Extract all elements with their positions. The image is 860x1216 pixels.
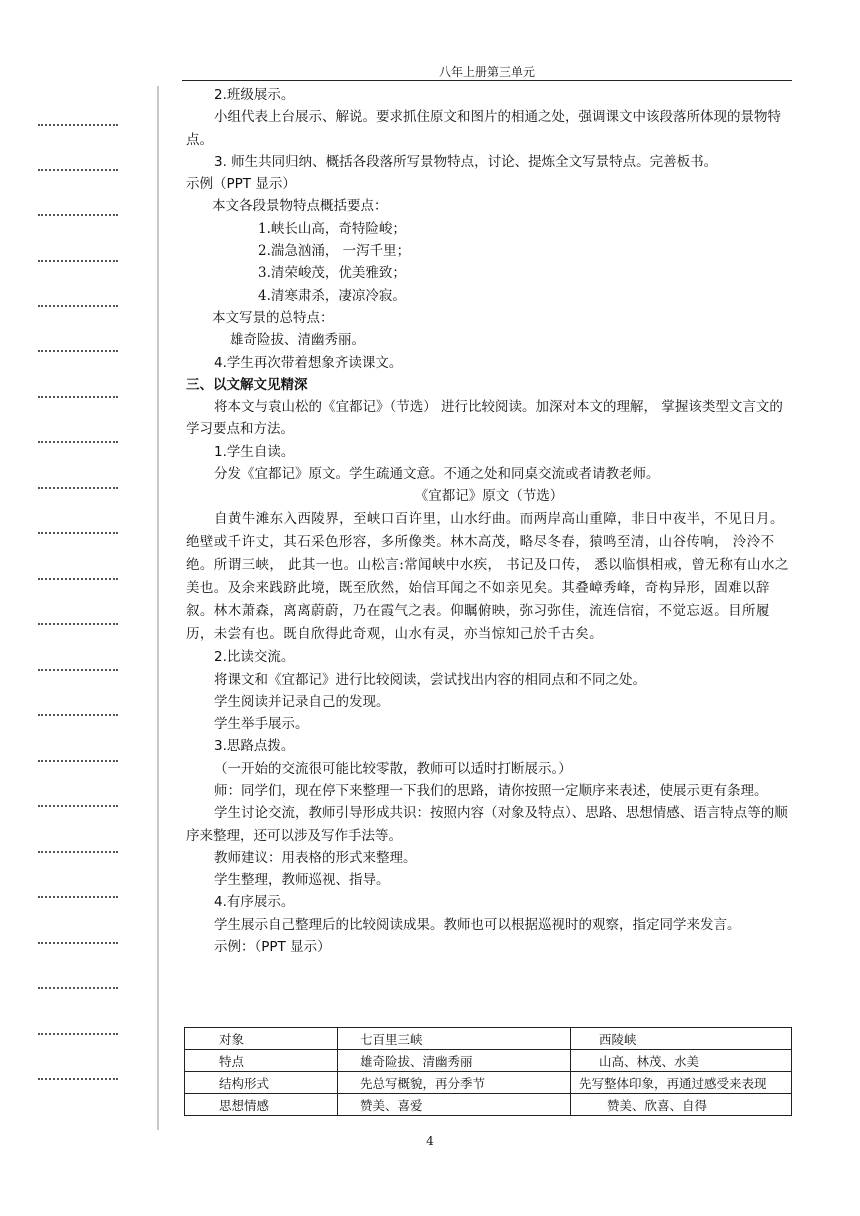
paragraph: 将课文和《宜都记》进行比较阅读，尝试找出内容的相同点和不同之处。: [214, 671, 646, 688]
table-row: [185, 1050, 792, 1072]
table-cell: 结构形式: [185, 1072, 338, 1094]
left-margin-bar: [157, 86, 159, 1130]
table-cell: 七百里三峡: [338, 1028, 571, 1050]
feature-point: 2.湍急汹涌， 一泻千里；: [258, 243, 411, 260]
table-cell: 赞美、喜爱: [338, 1094, 571, 1116]
comparison-table: [184, 1027, 792, 1116]
paragraph: 3.思路点拨。: [214, 738, 295, 755]
summary-text: 雄奇险拔、清幽秀丽。: [230, 332, 365, 349]
note-line: [38, 214, 118, 216]
feature-point: 3.清荣峻茂，优美雅致；: [258, 265, 406, 282]
note-line: [38, 532, 118, 534]
note-line: [38, 896, 118, 898]
feature-point: 4.清寒肃杀，凄凉冷寂。: [258, 287, 406, 304]
paragraph: 4.有序展示。: [214, 894, 295, 911]
table-row: [185, 1094, 792, 1116]
note-line: [38, 760, 118, 762]
table-cell: 特点: [185, 1050, 338, 1072]
paragraph: 学生整理，教师巡视、指导。: [214, 872, 390, 889]
table-cell: 思想情感: [185, 1094, 338, 1116]
table-cell: 西陵峡: [571, 1028, 792, 1050]
header-title: 八年上册第三单元: [438, 65, 535, 79]
note-line: [38, 1033, 118, 1035]
note-line: [38, 805, 118, 807]
table-cell: 雄奇险拔、清幽秀丽: [338, 1050, 571, 1072]
table-row: [185, 1072, 792, 1094]
paragraph: 4.学生再次带着想象齐读课文。: [214, 354, 403, 371]
note-line: [38, 487, 118, 489]
paragraph: （一开始的交流很可能比较零散，教师可以适时打断展示。）: [214, 760, 572, 777]
header-rule: [182, 80, 792, 81]
paragraph: 教师建议：用表格的形式来整理。: [214, 849, 417, 866]
paragraph: 小组代表上台展示、解说。要求抓住原文和图片的相通之处，强调课文中该段落所体现的景物特点。: [186, 109, 781, 148]
summary-heading: 本文写景的总特点：: [212, 309, 334, 326]
note-line: [38, 669, 118, 671]
paragraph: 学生讨论交流，教师引导形成共识：按照内容（对象及特点）、思路、思想情感、语言特点等的顺序来整理，还可以涉及写作手法等。: [186, 805, 788, 844]
original-text-title: 《宜都记》原文（节选）: [414, 488, 564, 505]
note-line: [38, 578, 118, 580]
note-line: [38, 260, 118, 262]
note-line: [38, 942, 118, 944]
note-line: [38, 124, 118, 126]
table-cell: 对象: [185, 1028, 338, 1050]
note-line: [38, 1078, 118, 1080]
table-cell: 赞美、欣喜、自得: [571, 1094, 792, 1116]
paragraph: 师：同学们，现在停下来整理一下我们的思路，请你按照一定顺序来表述，使展示更有条理。: [214, 782, 768, 799]
note-line: [38, 623, 118, 625]
note-line: [38, 714, 118, 716]
paragraph: 学生阅读并记录自己的发现。: [214, 693, 390, 710]
table-cell: 先总写概貌，再分季节: [338, 1072, 571, 1094]
paragraph: 示例：（PPT 显示）: [214, 939, 331, 956]
summary-heading: 本文各段景物特点概括要点：: [212, 198, 388, 215]
note-line: [38, 396, 118, 398]
feature-point: 1.峡长山高，奇特险峻；: [258, 220, 406, 237]
paragraph: 3. 师生共同归纳、概括各段落所写景物特点，讨论、提炼全文写景特点。完善板书。: [214, 153, 718, 170]
section-heading: 三、以文解文见精深: [186, 376, 308, 393]
note-line: [38, 350, 118, 352]
note-line: [38, 305, 118, 307]
paragraph: 分发《宜都记》原文。学生疏通文意。不通之处和同桌交流或者请教老师。: [214, 466, 660, 483]
paragraph: 学生举手展示。: [214, 716, 309, 733]
paragraph: 将本文与袁山松的《宜都记》（节选） 进行比较阅读。加深对本文的理解， 掌握该类型文言文的学习要点和方法。: [186, 399, 783, 438]
table-row: [185, 1028, 792, 1050]
paragraph: 示例（PPT 显示）: [186, 176, 296, 193]
paragraph: 2.班级展示。: [214, 87, 295, 103]
lesson-body: [186, 84, 792, 958]
note-line: [38, 169, 118, 171]
note-line: [38, 987, 118, 989]
paragraph: 学生展示自己整理后的比较阅读成果。教师也可以根据巡视时的观察，指定同学来发言。: [214, 916, 741, 933]
original-text: 自黄牛滩东入西陵界，至峡口百许里，山水纡曲。而两岸高山重障，非日中夜半，不见日月。绝壁或千许丈，其石采色形容，多所像类。林木高茂，略尽冬春，猿鸣至清，山谷传响， 泠泠不绝。所谓三峡， 此其一也。山松言:常闻峡中水疾， 书记及口传， 悉以临惧相戒，曾无称有山水之美也。及余来践跻此境，既至欣然，始信耳闻之不如亲见矣。其叠嶂秀峰，奇构异形，固难以辞叙。林木萧森，离离蔚蔚，乃在霞气之表。仰瞩俯映，弥习弥佳，流连信宿，不觉忘返。目所履历，未尝有也。既自欣得此奇观，山水有灵，亦当惊知己於千古矣。: [186, 510, 789, 643]
paragraph: 1.学生自读。: [214, 443, 295, 460]
note-line: [38, 441, 118, 443]
note-line: [38, 851, 118, 853]
paragraph: 2.比读交流。: [214, 649, 295, 666]
table-cell: 山高、林茂、水美: [571, 1050, 792, 1072]
page-number: 4: [426, 1134, 434, 1148]
table-cell: 先写整体印象，再通过感受来表现: [571, 1072, 792, 1094]
